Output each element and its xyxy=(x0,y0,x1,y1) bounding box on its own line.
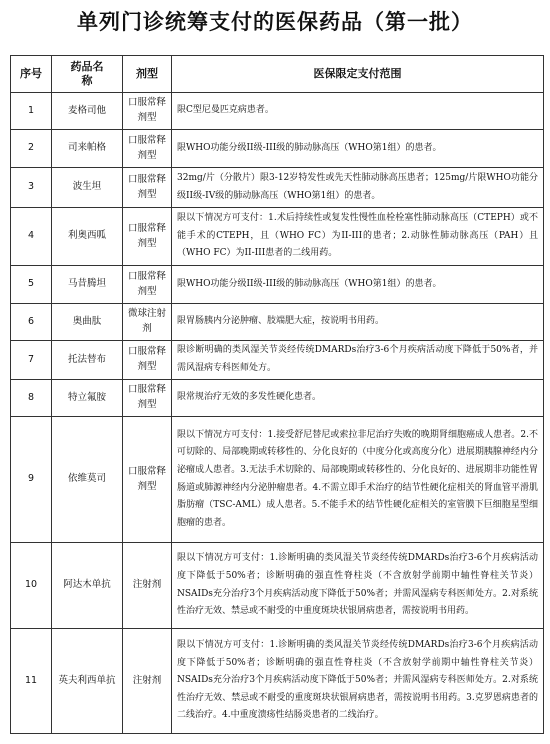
row-no: 1 xyxy=(11,93,52,130)
row-drug-name: 英夫利西单抗 xyxy=(52,629,123,734)
row-form: 口服常释剂型 xyxy=(123,168,172,208)
row-no: 11 xyxy=(11,629,52,734)
row-scope: 限WHO功能分级II级-III级的肺动脉高压（WHO第1组）的患者。 xyxy=(172,130,544,168)
row-drug-name: 阿达木单抗 xyxy=(52,543,123,629)
row-form: 口服常释剂型 xyxy=(123,266,172,304)
row-no: 4 xyxy=(11,208,52,266)
row-form: 微球注射剂 xyxy=(123,304,172,341)
row-drug-name: 司来帕格 xyxy=(52,130,123,168)
row-no: 5 xyxy=(11,266,52,304)
table-row xyxy=(11,130,544,168)
row-form: 口服常释剂型 xyxy=(123,380,172,417)
row-drug-name: 特立氟胺 xyxy=(52,380,123,417)
row-form: 注射剂 xyxy=(123,543,172,629)
header-name xyxy=(52,56,123,93)
row-drug-name: 依维莫司 xyxy=(52,417,123,543)
row-no: 7 xyxy=(11,341,52,380)
row-scope: 限以下情况方可支付：1.接受舒尼替尼或索拉非尼治疗失败的晚期肾细胞癌成人患者。2.不可切除的、局部晚期或转移性的、分化良好的（中度分化或高度分化）进展期胰腺神经内分泌瘤成人患者。3.无法手术切除的、局部晚期或转移性的、分化良好的、进展期非功能性胃肠道或肺源神经内分泌肿瘤患者。4.不需立即手术治疗的结节性硬化症相关的肾血管平滑肌脂肪瘤（TSC-AML）成人患者。5.不能手术的结节性硬化症相关的室管膜下巨细胞星型细胞瘤的患者。 xyxy=(172,417,544,543)
row-form: 口服常释剂型 xyxy=(123,208,172,266)
header-form: 剂型 xyxy=(123,56,172,93)
row-no: 3 xyxy=(11,168,52,208)
document-title: 单列门诊统筹支付的医保药品（第一批） xyxy=(77,10,473,34)
row-form: 口服常释剂型 xyxy=(123,341,172,380)
table-row xyxy=(11,304,544,341)
table-header-row xyxy=(11,56,544,93)
row-no: 10 xyxy=(11,543,52,629)
header-name-text: 药品名称 xyxy=(70,59,104,87)
table-row xyxy=(11,341,544,380)
row-form: 口服常释剂型 xyxy=(123,417,172,543)
header-no: 序号 xyxy=(11,56,52,93)
row-drug-name: 奥曲肽 xyxy=(52,304,123,341)
table-row xyxy=(11,629,544,734)
table-row xyxy=(11,543,544,629)
row-drug-name: 利奥西呱 xyxy=(52,208,123,266)
drug-table xyxy=(10,55,544,734)
row-no: 6 xyxy=(11,304,52,341)
row-scope: 限以下情况方可支付：1.术后持续性或复发性慢性血栓栓塞性肺动脉高压（CTEPH）或不能手术的CTEPH，且（WHO FC）为II-III的患者；2.动脉性肺动脉高压（PAH）且（WHO FC）为II-III患者的二线用药。 xyxy=(172,208,544,266)
row-drug-name: 麦格司他 xyxy=(52,93,123,130)
row-scope: 限诊断明确的类风湿关节炎经传统DMARDs治疗3-6个月疾病活动度下降低于50%者，并需风湿病专科医师处方。 xyxy=(172,341,544,380)
row-scope: 限以下情况方可支付：1.诊断明确的类风湿关节炎经传统DMARDs治疗3-6个月疾病活动度下降低于50%者；诊断明确的强直性脊柱炎（不含放射学前期中轴性脊柱关节炎）NSAIDs充分治疗3个月疾病活动度下降低于50%者；并需风湿病专科医师处方。2.对系统性治疗无效、禁忌或不耐受的中重度斑块状银屑病患者，需按说明书用药。 xyxy=(172,543,544,629)
row-scope: 限胃肠胰内分泌肿瘤、肢端肥大症，按说明书用药。 xyxy=(172,304,544,341)
table-row xyxy=(11,208,544,266)
row-scope: 限常规治疗无效的多发性硬化患者。 xyxy=(172,380,544,417)
table-row xyxy=(11,93,544,130)
table-row xyxy=(11,380,544,417)
row-drug-name: 波生坦 xyxy=(52,168,123,208)
header-scope: 医保限定支付范围 xyxy=(172,56,544,93)
table-row xyxy=(11,266,544,304)
table-row xyxy=(11,417,544,543)
table-row xyxy=(11,168,544,208)
row-form: 注射剂 xyxy=(123,629,172,734)
row-no: 9 xyxy=(11,417,52,543)
row-form: 口服常释剂型 xyxy=(123,93,172,130)
row-scope: 32mg/片（分散片）限3-12岁特发性或先天性肺动脉高压患者；125mg/片限WHO功能分级II级-IV级的肺动脉高压（WHO第1组）的患者。 xyxy=(172,168,544,208)
row-scope: 限C型尼曼匹克病患者。 xyxy=(172,93,544,130)
row-scope: 限以下情况方可支付：1.诊断明确的类风湿关节炎经传统DMARDs治疗3-6个月疾病活动度下降低于50%者；诊断明确的强直性脊柱炎（不含放射学前期中轴性脊柱关节炎）NSAIDs充分治疗3个月疾病活动度下降低于50%者；并需风湿病专科医师处方。2.对系统性治疗无效、禁忌或不耐受的重度斑块状银屑病患者，需按说明书用药。3.克罗恩病患者的二线治疗。4.中重度溃疡性结肠炎患者的二线治疗。 xyxy=(172,629,544,734)
row-no: 2 xyxy=(11,130,52,168)
row-scope: 限WHO功能分级II级-III级的肺动脉高压（WHO第1组）的患者。 xyxy=(172,266,544,304)
row-no: 8 xyxy=(11,380,52,417)
row-form: 口服常释剂型 xyxy=(123,130,172,168)
row-drug-name: 马昔腾坦 xyxy=(52,266,123,304)
row-drug-name: 托法替布 xyxy=(52,341,123,380)
